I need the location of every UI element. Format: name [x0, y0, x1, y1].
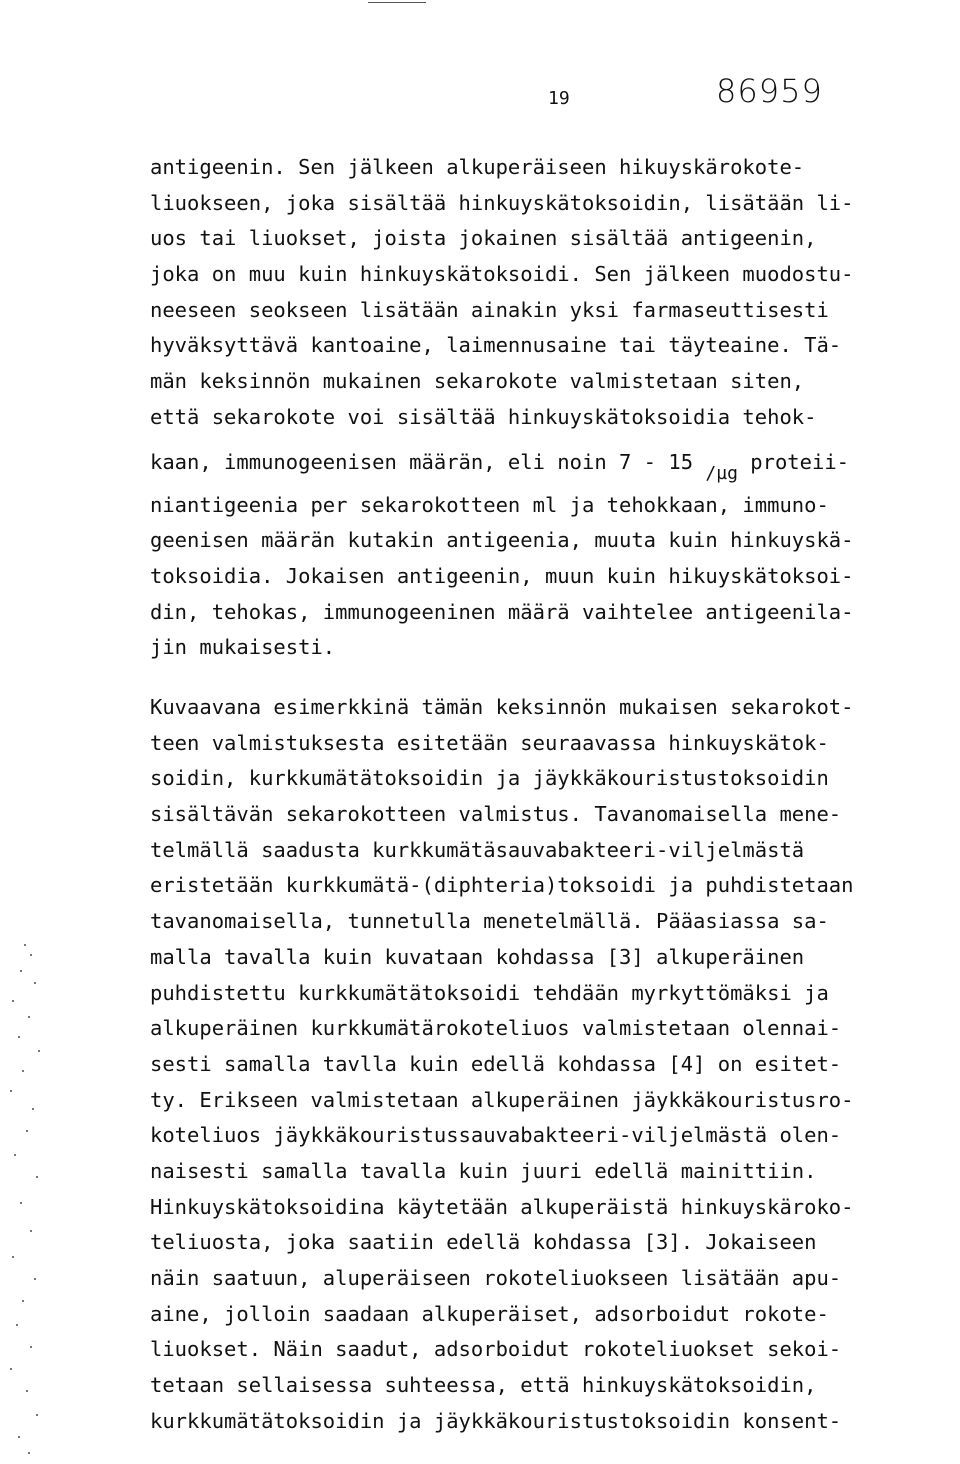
text-line: tavanomaisella, tunnetulla menetelmällä. Pääasiassa sa- — [150, 909, 829, 934]
scan-speckle — [12, 1256, 14, 1258]
text-line: män keksinnön mukainen sekarokote valmistetaan siten, — [150, 369, 805, 394]
scan-speckle — [30, 954, 32, 956]
scan-speckle — [34, 982, 36, 984]
scan-speckle — [22, 1070, 24, 1072]
dose-text: kaan, immunogeenisen määrän, eli noin 7 - 15 — [150, 449, 706, 474]
text-line: aine, jolloin saadaan alkuperäiset, adsorboidut rokote- — [150, 1301, 829, 1326]
text-line: liuokseen, joka sisältää hinkuyskätoksoidin, lisätään li- — [150, 190, 854, 215]
scan-speckle — [10, 1368, 12, 1370]
scan-speckle — [28, 1452, 30, 1454]
scan-speckle — [18, 1436, 20, 1438]
text-line: teen valmistuksesta esitetään seuraavassa hinkuyskätok- — [150, 730, 829, 755]
scan-speckle — [26, 1390, 28, 1392]
text-line: liuokset. Näin saadut, adsorboidut rokoteliuokset sekoi- — [150, 1337, 842, 1362]
text-line: Kuvaavana esimerkkinä tämän keksinnön mukaisen sekarokot- — [150, 695, 854, 719]
scan-speckle — [36, 1414, 38, 1416]
text-line: hyväksyttävä kantoaine, laimennusaine tai täyteaine. Tä- — [150, 333, 842, 358]
dose-unit: /µg — [705, 462, 738, 484]
page-number: 19 — [548, 88, 570, 109]
scan-speckle — [32, 1108, 34, 1110]
text-line: jin mukaisesti. — [150, 635, 336, 660]
text-line: eristetään kurkkumätä-(diphteria)toksoidi ja puhdistetaan — [150, 873, 854, 898]
scan-speckle — [20, 970, 22, 972]
scan-speckle — [36, 1176, 38, 1178]
scan-speckle — [18, 1036, 20, 1038]
scan-speckle — [10, 1090, 12, 1092]
scan-speckle — [28, 1016, 30, 1018]
text-line: malla tavalla kuin kuvataan kohdassa [3] alkuperäinen — [150, 944, 805, 969]
text-line: uos tai liuokset, joista jokainen sisältää antigeenin, — [150, 226, 817, 251]
text-line: koteliuos jäykkäkouristussauvabakteeri-viljelmästä olen- — [150, 1123, 842, 1148]
scan-mark — [368, 2, 426, 6]
scan-speckle — [22, 1300, 24, 1302]
text-line: että sekarokote voi sisältää hinkuyskätoksoidia tehok- — [150, 404, 817, 429]
dose-tail: proteii- — [737, 449, 850, 474]
text-line: telmällä saadusta kurkkumätäsauvabakteeri-viljelmästä — [150, 837, 805, 862]
scan-speckle — [26, 1130, 28, 1132]
text-line: Hinkuyskätoksoidina käytetään alkuperäistä hinkuyskäroko- — [150, 1194, 854, 1219]
scan-speckle — [20, 1202, 22, 1204]
text-line: naisesti samalla tavalla kuin juuri edellä mainittiin. — [150, 1158, 817, 1183]
scan-speckle — [30, 1346, 32, 1348]
paragraph-1 — [150, 150, 950, 666]
text-line: geenisen määrän kutakin antigeenia, muuta kuin hinkuyskä- — [150, 528, 854, 553]
scan-speckle — [16, 1324, 18, 1326]
dose-line — [150, 436, 950, 488]
scan-speckle — [38, 1050, 40, 1052]
text-line: kurkkumätätoksoidin ja jäykkäkouristustoksoidin konsent- — [150, 1408, 842, 1433]
text-line: näin saatuun, aluperäiseen rokoteliuokseen lisätään apu- — [150, 1266, 842, 1290]
text-line: soidin, kurkkumätätoksoidin ja jäykkäkouristustoksoidin — [150, 766, 829, 791]
text-line: teliuosta, joka saatiin edellä kohdassa [3]. Jokaiseen — [150, 1230, 817, 1255]
text-line: alkuperäinen kurkkumätärokoteliuos valmistetaan olennai- — [150, 1016, 842, 1041]
text-line: ty. Erikseen valmistetaan alkuperäinen jäykkäkouristusro- — [150, 1087, 854, 1112]
text-line: din, tehokas, immunogeeninen määrä vaihtelee antigeenila- — [150, 599, 854, 624]
document-number: 86959 — [716, 72, 823, 110]
scan-margin-speckles — [0, 940, 60, 1460]
text-line: joka on muu kuin hinkuyskätoksoidi. Sen jälkeen muodostu- — [150, 262, 854, 287]
text-line: antigeenin. Sen jälkeen alkuperäiseen hikuyskärokote- — [150, 155, 805, 179]
text-line: puhdistettu kurkkumätätoksoidi tehdään myrkyttömäksi ja — [150, 980, 829, 1005]
paragraph-2 — [150, 690, 950, 1439]
text-line: neeseen seokseen lisätään ainakin yksi farmaseuttisesti — [150, 297, 829, 322]
text-line: toksoidia. Jokaisen antigeenin, muun kuin hikuyskätoksoi- — [150, 563, 854, 588]
text-line: niantigeenia per sekarokotteen ml ja tehokkaan, immuno- — [150, 492, 829, 517]
scan-speckle — [34, 1278, 36, 1280]
text-line: sisältävän sekarokotteen valmistus. Tavanomaisella mene- — [150, 802, 842, 827]
scan-speckle — [30, 1230, 32, 1232]
scan-speckle — [12, 1000, 14, 1002]
scan-speckle — [24, 944, 26, 946]
text-line: tetaan sellaisessa suhteessa, että hinkuyskätoksoidin, — [150, 1373, 817, 1398]
scan-speckle — [14, 1154, 16, 1156]
text-line: sesti samalla tavlla kuin edellä kohdassa [4] on esitet- — [150, 1051, 842, 1076]
